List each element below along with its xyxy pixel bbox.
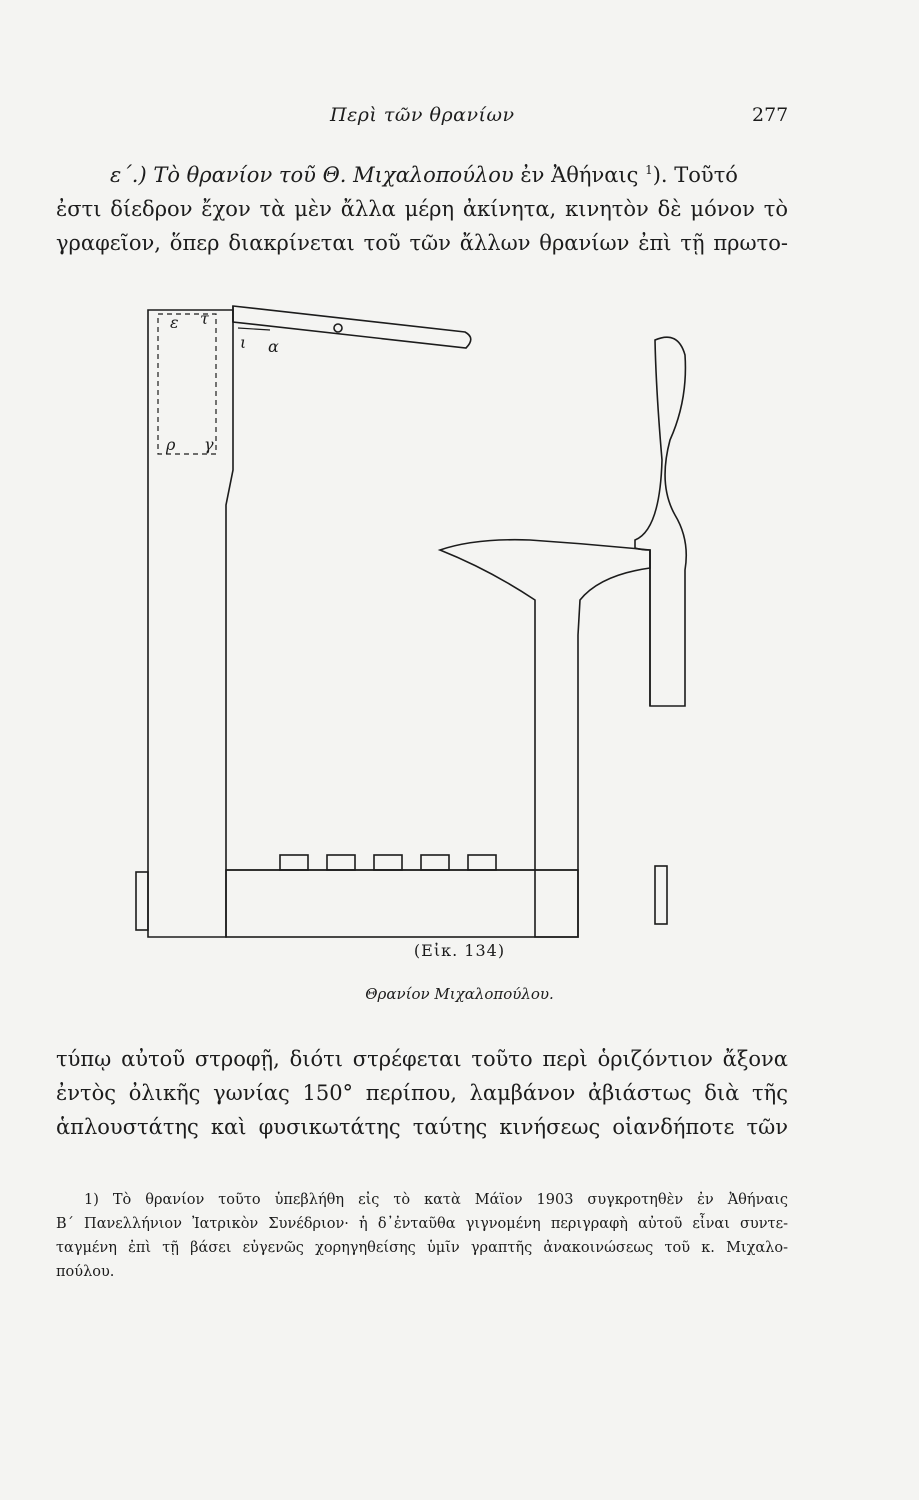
figure-caption: Θρανίον Μιχαλοπούλου. (365, 985, 554, 1003)
intro-line-1 (56, 158, 788, 192)
bolt-right (655, 866, 667, 924)
intro-line-2: ἐστι δίεδρον ἔχον τὰ μὲν ἄλλα μέρη ἀκίνητα, κινητὸν δὲ μόνον τὸ (56, 197, 788, 221)
foot-rest-5 (468, 855, 496, 870)
footnote (56, 1188, 788, 1284)
label-tau: τ (200, 309, 209, 328)
label-alpha: α (268, 337, 279, 356)
label-epsilon: ε (170, 313, 179, 332)
figure-desk-diagram (130, 300, 690, 950)
label-rho: ρ (166, 435, 176, 454)
desk-diagram (130, 300, 690, 950)
body-line-3: ἁπλουστάτης καὶ φυσικωτάτης ταύτης κινήσεως οἱανδήποτε τῶν (56, 1115, 788, 1139)
seat (440, 540, 650, 937)
foot-rest-1 (280, 855, 308, 870)
floor-beam (226, 870, 578, 937)
desk-left-post (148, 310, 233, 937)
intro-paragraph (56, 158, 788, 260)
body-line-2: ἐντὸς ὀλικῆς γωνίας 150° περίπου, λαμβάνον ἀβιάστως διὰ τῆς (56, 1081, 788, 1105)
lid-hinge (334, 324, 342, 332)
footnote-reference[interactable]: 1 (645, 163, 653, 177)
body-line-1: τύπῳ αὐτοῦ στροφῇ, διότι στρέφεται τοῦτο περὶ ὁριζόντιον ἄξονα (56, 1047, 788, 1071)
axis-mark (238, 328, 270, 330)
foot-rest-3 (374, 855, 402, 870)
running-head (0, 104, 919, 134)
foot-rest-4 (421, 855, 449, 870)
footnote-line-1: 1) Τὸ θρανίον τοῦτο ὑπεβλήθη εἰς τὸ κατὰ Μάϊον 1903 συγκροτηθὲν ἐν Ἀθήναις (84, 1192, 788, 1208)
footnote-line-2: Β΄ Πανελλήνιον Ἰατρικὸν Συνέδριον· ἡ δ᾿ἐνταῦθα γιγνομένη περιγραφὴ αὐτοῦ εἶναι συντε- (56, 1216, 788, 1232)
hidden-compartment (158, 314, 216, 454)
intro-line-3: γραφεῖον, ὅπερ διακρίνεται τοῦ τῶν ἄλλων θρανίων ἐπὶ τῇ πρωτο- (56, 231, 788, 255)
running-title: Περὶ τῶν θρανίων (330, 104, 515, 126)
footnote-line-3: ταγμένη ἐπὶ τῇ βάσει εὐγενῶς χορηγηθείσης ὑμῖν γραπτῆς ἀνακοινώσεως τοῦ κ. Μιχαλο- (56, 1240, 788, 1256)
label-gamma: γ (204, 435, 214, 454)
footnote-line-4: πούλου. (56, 1264, 115, 1280)
page-number: 277 (752, 104, 789, 126)
intro-line-1-tail: ἐν Ἀθήναις (513, 163, 639, 187)
body-paragraph (56, 1042, 788, 1144)
figure-number: (Εἰκ. 134) (413, 941, 506, 960)
foot-rest-2 (327, 855, 355, 870)
seat-back (635, 337, 686, 706)
bolt-left (136, 872, 148, 930)
intro-line-1-after: ). Τοῦτό (652, 163, 738, 187)
section-heading: ε΄.) Τὸ θρανίον τοῦ Θ. Μιχαλοπούλου (110, 163, 514, 187)
label-iota: ι (240, 333, 247, 352)
